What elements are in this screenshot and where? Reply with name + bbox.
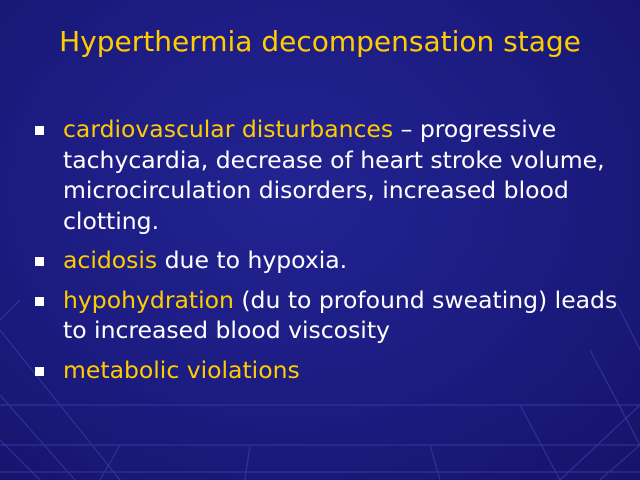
square-bullet-icon bbox=[35, 297, 44, 306]
bullet-list bbox=[28, 114, 618, 394]
grid-line bbox=[615, 300, 640, 350]
slide-title: Hyperthermia decompensation stage bbox=[59, 25, 581, 58]
grid-line bbox=[520, 405, 560, 480]
bullet-item bbox=[28, 285, 618, 346]
bullet-term: cardiovascular disturbances bbox=[63, 115, 394, 143]
grid-line bbox=[0, 395, 75, 480]
square-bullet-icon bbox=[35, 257, 44, 266]
grid-line bbox=[100, 445, 120, 480]
grid-line bbox=[600, 445, 640, 480]
bullet-text: – progressive tachycardia, decrease of heart stroke volume, microcirculation disorders, increased blood clotting. bbox=[63, 115, 605, 235]
bullet-text: due to hypoxia. bbox=[157, 246, 348, 274]
bullet-term: metabolic violations bbox=[63, 355, 300, 384]
grid-line bbox=[0, 440, 40, 480]
bullet-item bbox=[28, 245, 618, 276]
grid-line bbox=[0, 300, 20, 320]
grid-line bbox=[560, 405, 640, 480]
bullet-text: (du to profound sweating) leads to increased blood viscosity bbox=[63, 285, 618, 344]
grid-line bbox=[245, 445, 250, 480]
bullet-item bbox=[28, 355, 618, 386]
square-bullet-icon bbox=[35, 126, 44, 135]
bullet-item bbox=[28, 114, 618, 236]
square-bullet-icon bbox=[35, 367, 44, 376]
bullet-term: acidosis bbox=[63, 246, 158, 274]
bullet-term: hypohydration bbox=[63, 285, 234, 314]
grid-line bbox=[430, 445, 440, 480]
